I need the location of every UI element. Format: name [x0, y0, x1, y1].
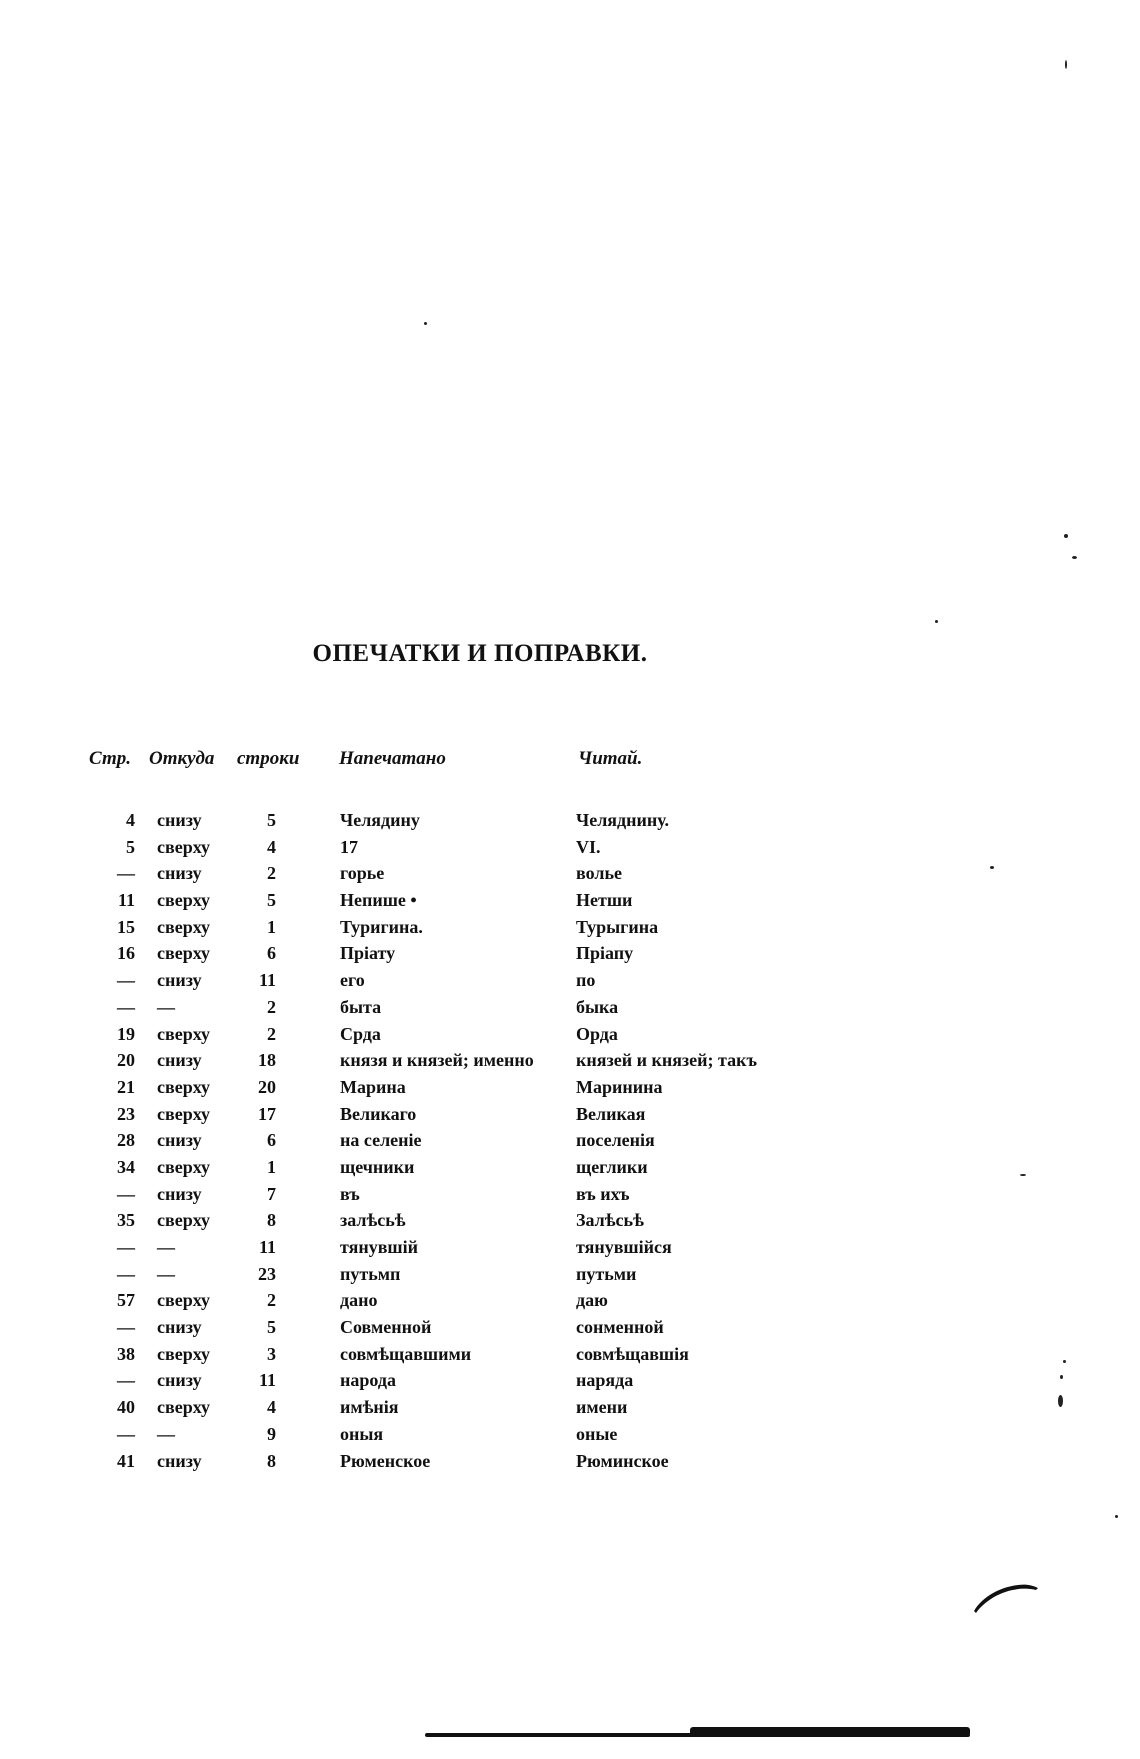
- cell-read: Пріапу: [576, 943, 634, 964]
- cell-line: 3: [267, 1343, 276, 1364]
- cell-read: въ ихъ: [576, 1183, 630, 1204]
- cell-line: 4: [267, 836, 276, 857]
- table-row: [0, 1024, 1140, 1051]
- errata-table: [0, 810, 1140, 1477]
- cell-printed: въ: [340, 1183, 360, 1204]
- cell-read: Великая: [576, 1103, 646, 1124]
- cell-from: сверху: [157, 1156, 211, 1177]
- cell-read: Рюминское: [576, 1450, 669, 1471]
- cell-from: сверху: [157, 916, 211, 937]
- cell-line: 8: [267, 1210, 276, 1231]
- cell-from: снизу: [157, 970, 202, 991]
- cell-printed: совмѣщавшими: [340, 1343, 472, 1364]
- cell-printed: Совменной: [340, 1317, 432, 1338]
- cell-read: Турыгина: [576, 916, 659, 937]
- cell-page: —: [117, 1370, 135, 1391]
- cell-page: 21: [117, 1076, 135, 1097]
- table-row: [0, 1157, 1140, 1184]
- cell-read: наряда: [576, 1370, 634, 1391]
- scan-speck: [990, 866, 994, 869]
- cell-from: —: [157, 1263, 175, 1284]
- table-row: [0, 1424, 1140, 1451]
- cell-from: снизу: [157, 1183, 202, 1204]
- cell-line: 5: [267, 1317, 276, 1338]
- cell-from: сверху: [157, 836, 211, 857]
- cell-page: 40: [117, 1397, 135, 1418]
- cell-page: 23: [117, 1103, 135, 1124]
- cell-line: 1: [267, 1156, 276, 1177]
- cell-line: 4: [267, 1397, 276, 1418]
- cell-line: 20: [258, 1076, 276, 1097]
- scan-speck: [1020, 1174, 1026, 1176]
- cell-line: 2: [267, 863, 276, 884]
- cell-line: 5: [267, 890, 276, 911]
- cell-printed: на селеніе: [340, 1130, 422, 1151]
- cell-printed: князя и князей; именно: [340, 1050, 534, 1071]
- cell-printed: щечники: [340, 1156, 415, 1177]
- cell-page: 35: [117, 1210, 135, 1231]
- cell-from: снизу: [157, 1450, 202, 1471]
- cell-line: 11: [258, 970, 276, 991]
- cell-page: —: [117, 1263, 135, 1284]
- cell-read: князей и князей; такъ: [576, 1050, 757, 1071]
- cell-line: 11: [258, 1237, 276, 1257]
- cell-printed: Туригина.: [340, 916, 423, 937]
- cell-from: сверху: [157, 1023, 211, 1044]
- cell-from: снизу: [157, 1050, 202, 1071]
- cell-line: 6: [267, 1130, 276, 1151]
- cell-read: Залѣсьѣ: [576, 1210, 644, 1231]
- cell-from: —: [157, 996, 175, 1017]
- cell-from: снизу: [157, 863, 202, 884]
- cell-from: сверху: [157, 1103, 211, 1124]
- cell-line: 5: [267, 810, 276, 830]
- cell-printed: Марина: [340, 1076, 406, 1097]
- cell-printed: быта: [340, 996, 382, 1017]
- table-row: [0, 1104, 1140, 1131]
- cell-page: 57: [117, 1290, 135, 1311]
- cell-line: 2: [267, 1023, 276, 1044]
- cell-printed: залѣсьѣ: [340, 1210, 406, 1231]
- cell-from: снизу: [157, 1317, 202, 1338]
- cell-page: —: [117, 1317, 135, 1338]
- table-row: [0, 1344, 1140, 1371]
- table-row: [0, 1397, 1140, 1424]
- cell-printed: дано: [340, 1290, 378, 1311]
- cell-page: 28: [117, 1130, 135, 1151]
- cell-from: сверху: [157, 1210, 211, 1231]
- cell-from: —: [157, 1423, 175, 1444]
- cell-page: —: [117, 1423, 135, 1444]
- table-row: [0, 1050, 1140, 1077]
- scan-speck: [1060, 1375, 1063, 1379]
- cell-line: 6: [267, 943, 276, 964]
- table-row: [0, 1290, 1140, 1317]
- cell-printed: его: [340, 970, 365, 991]
- cell-read: Орда: [576, 1023, 618, 1044]
- cell-read: даю: [576, 1290, 608, 1311]
- cell-line: 18: [258, 1050, 276, 1071]
- cell-page: 4: [126, 810, 135, 830]
- scan-speck: [1115, 1515, 1118, 1518]
- cell-page: 20: [117, 1050, 135, 1071]
- cell-read: оные: [576, 1423, 618, 1444]
- table-row: [0, 1317, 1140, 1344]
- cell-page: 34: [117, 1156, 135, 1177]
- cell-line: 9: [267, 1423, 276, 1444]
- cell-printed: Челядину: [340, 810, 420, 830]
- cell-page: 15: [117, 916, 135, 937]
- scan-speck: [1064, 534, 1068, 538]
- cell-page: —: [117, 996, 135, 1017]
- cell-read: сонменной: [576, 1317, 664, 1338]
- cell-page: —: [117, 863, 135, 884]
- table-row: [0, 1451, 1140, 1478]
- table-row: [0, 917, 1140, 944]
- cell-page: 19: [117, 1023, 135, 1044]
- cell-from: сверху: [157, 943, 211, 964]
- cell-read: щеглики: [576, 1156, 648, 1177]
- cell-printed: Рюменское: [340, 1450, 431, 1471]
- cell-read: тянувшійся: [576, 1237, 672, 1257]
- cell-page: —: [117, 1183, 135, 1204]
- cell-read: Нетши: [576, 890, 633, 911]
- cell-printed: Пріату: [340, 943, 396, 964]
- table-row: [0, 1370, 1140, 1397]
- cell-page: 5: [126, 836, 135, 857]
- cell-line: 7: [267, 1183, 276, 1204]
- scan-speck: [935, 620, 938, 623]
- cell-page: —: [117, 1237, 135, 1257]
- cell-read: совмѣщавшія: [576, 1343, 689, 1364]
- table-row: [0, 997, 1140, 1024]
- header-from: Откуда: [149, 748, 215, 769]
- cell-read: поселенія: [576, 1130, 655, 1151]
- cell-read: быка: [576, 996, 619, 1017]
- cell-read: VI.: [576, 836, 601, 857]
- bottom-rule: [425, 1733, 970, 1737]
- table-row: [0, 943, 1140, 970]
- cell-read: Маринина: [576, 1076, 663, 1097]
- table-row: [0, 1184, 1140, 1211]
- cell-page: 11: [117, 890, 135, 911]
- cell-from: снизу: [157, 1370, 202, 1391]
- cell-read: имени: [576, 1397, 628, 1418]
- scan-speck: [1063, 1360, 1066, 1363]
- page-title: ОПЕЧАТКИ И ПОПРАВКИ.: [312, 640, 648, 667]
- cell-printed: Великаго: [340, 1103, 417, 1124]
- cell-printed: Срда: [340, 1023, 381, 1044]
- cell-line: 8: [267, 1450, 276, 1471]
- header-page: Стр.: [89, 748, 131, 769]
- table-row: [0, 1237, 1140, 1264]
- cell-from: сверху: [157, 1343, 211, 1364]
- cell-from: сверху: [157, 1290, 211, 1311]
- ink-stroke-mark: [972, 1575, 1042, 1615]
- header-read: Читай.: [578, 748, 643, 769]
- cell-printed: горье: [340, 863, 385, 884]
- table-header: [0, 748, 1140, 778]
- cell-printed: имѣнія: [340, 1397, 399, 1418]
- header-printed: Напечатано: [339, 748, 446, 769]
- cell-from: снизу: [157, 1130, 202, 1151]
- cell-from: —: [157, 1237, 175, 1257]
- cell-read: Челяднину.: [576, 810, 669, 830]
- cell-from: сверху: [157, 1397, 211, 1418]
- cell-page: 41: [117, 1450, 135, 1471]
- cell-from: сверху: [157, 1076, 211, 1097]
- cell-line: 2: [267, 1290, 276, 1311]
- table-row: [0, 837, 1140, 864]
- table-row: [0, 810, 1140, 837]
- cell-printed: оныя: [340, 1423, 384, 1444]
- cell-read: путьми: [576, 1263, 637, 1284]
- header-line: строки: [237, 748, 300, 769]
- cell-line: 17: [258, 1103, 276, 1124]
- scan-speck: [1072, 556, 1077, 559]
- cell-page: 16: [117, 943, 135, 964]
- table-row: [0, 890, 1140, 917]
- table-row: [0, 970, 1140, 997]
- table-row: [0, 1077, 1140, 1104]
- cell-line: 23: [258, 1263, 276, 1284]
- cell-line: 2: [267, 996, 276, 1017]
- scan-speck: [1065, 60, 1067, 69]
- cell-printed: тянувшій: [340, 1237, 419, 1257]
- scan-speck: [424, 322, 427, 325]
- cell-printed: путьмп: [340, 1263, 401, 1284]
- cell-line: 1: [267, 916, 276, 937]
- cell-printed: Непише •: [340, 890, 417, 911]
- cell-page: —: [117, 970, 135, 991]
- cell-line: 11: [258, 1370, 276, 1391]
- cell-printed: народа: [340, 1370, 396, 1391]
- cell-read: по: [576, 970, 596, 991]
- cell-from: сверху: [157, 890, 211, 911]
- cell-page: 38: [117, 1343, 135, 1364]
- table-row: [0, 1264, 1140, 1291]
- cell-from: снизу: [157, 810, 202, 830]
- cell-printed: 17: [340, 836, 358, 857]
- cell-read: волье: [576, 863, 622, 884]
- table-row: [0, 1130, 1140, 1157]
- table-row: [0, 1210, 1140, 1237]
- scan-speck: [1058, 1395, 1063, 1407]
- table-row: [0, 863, 1140, 890]
